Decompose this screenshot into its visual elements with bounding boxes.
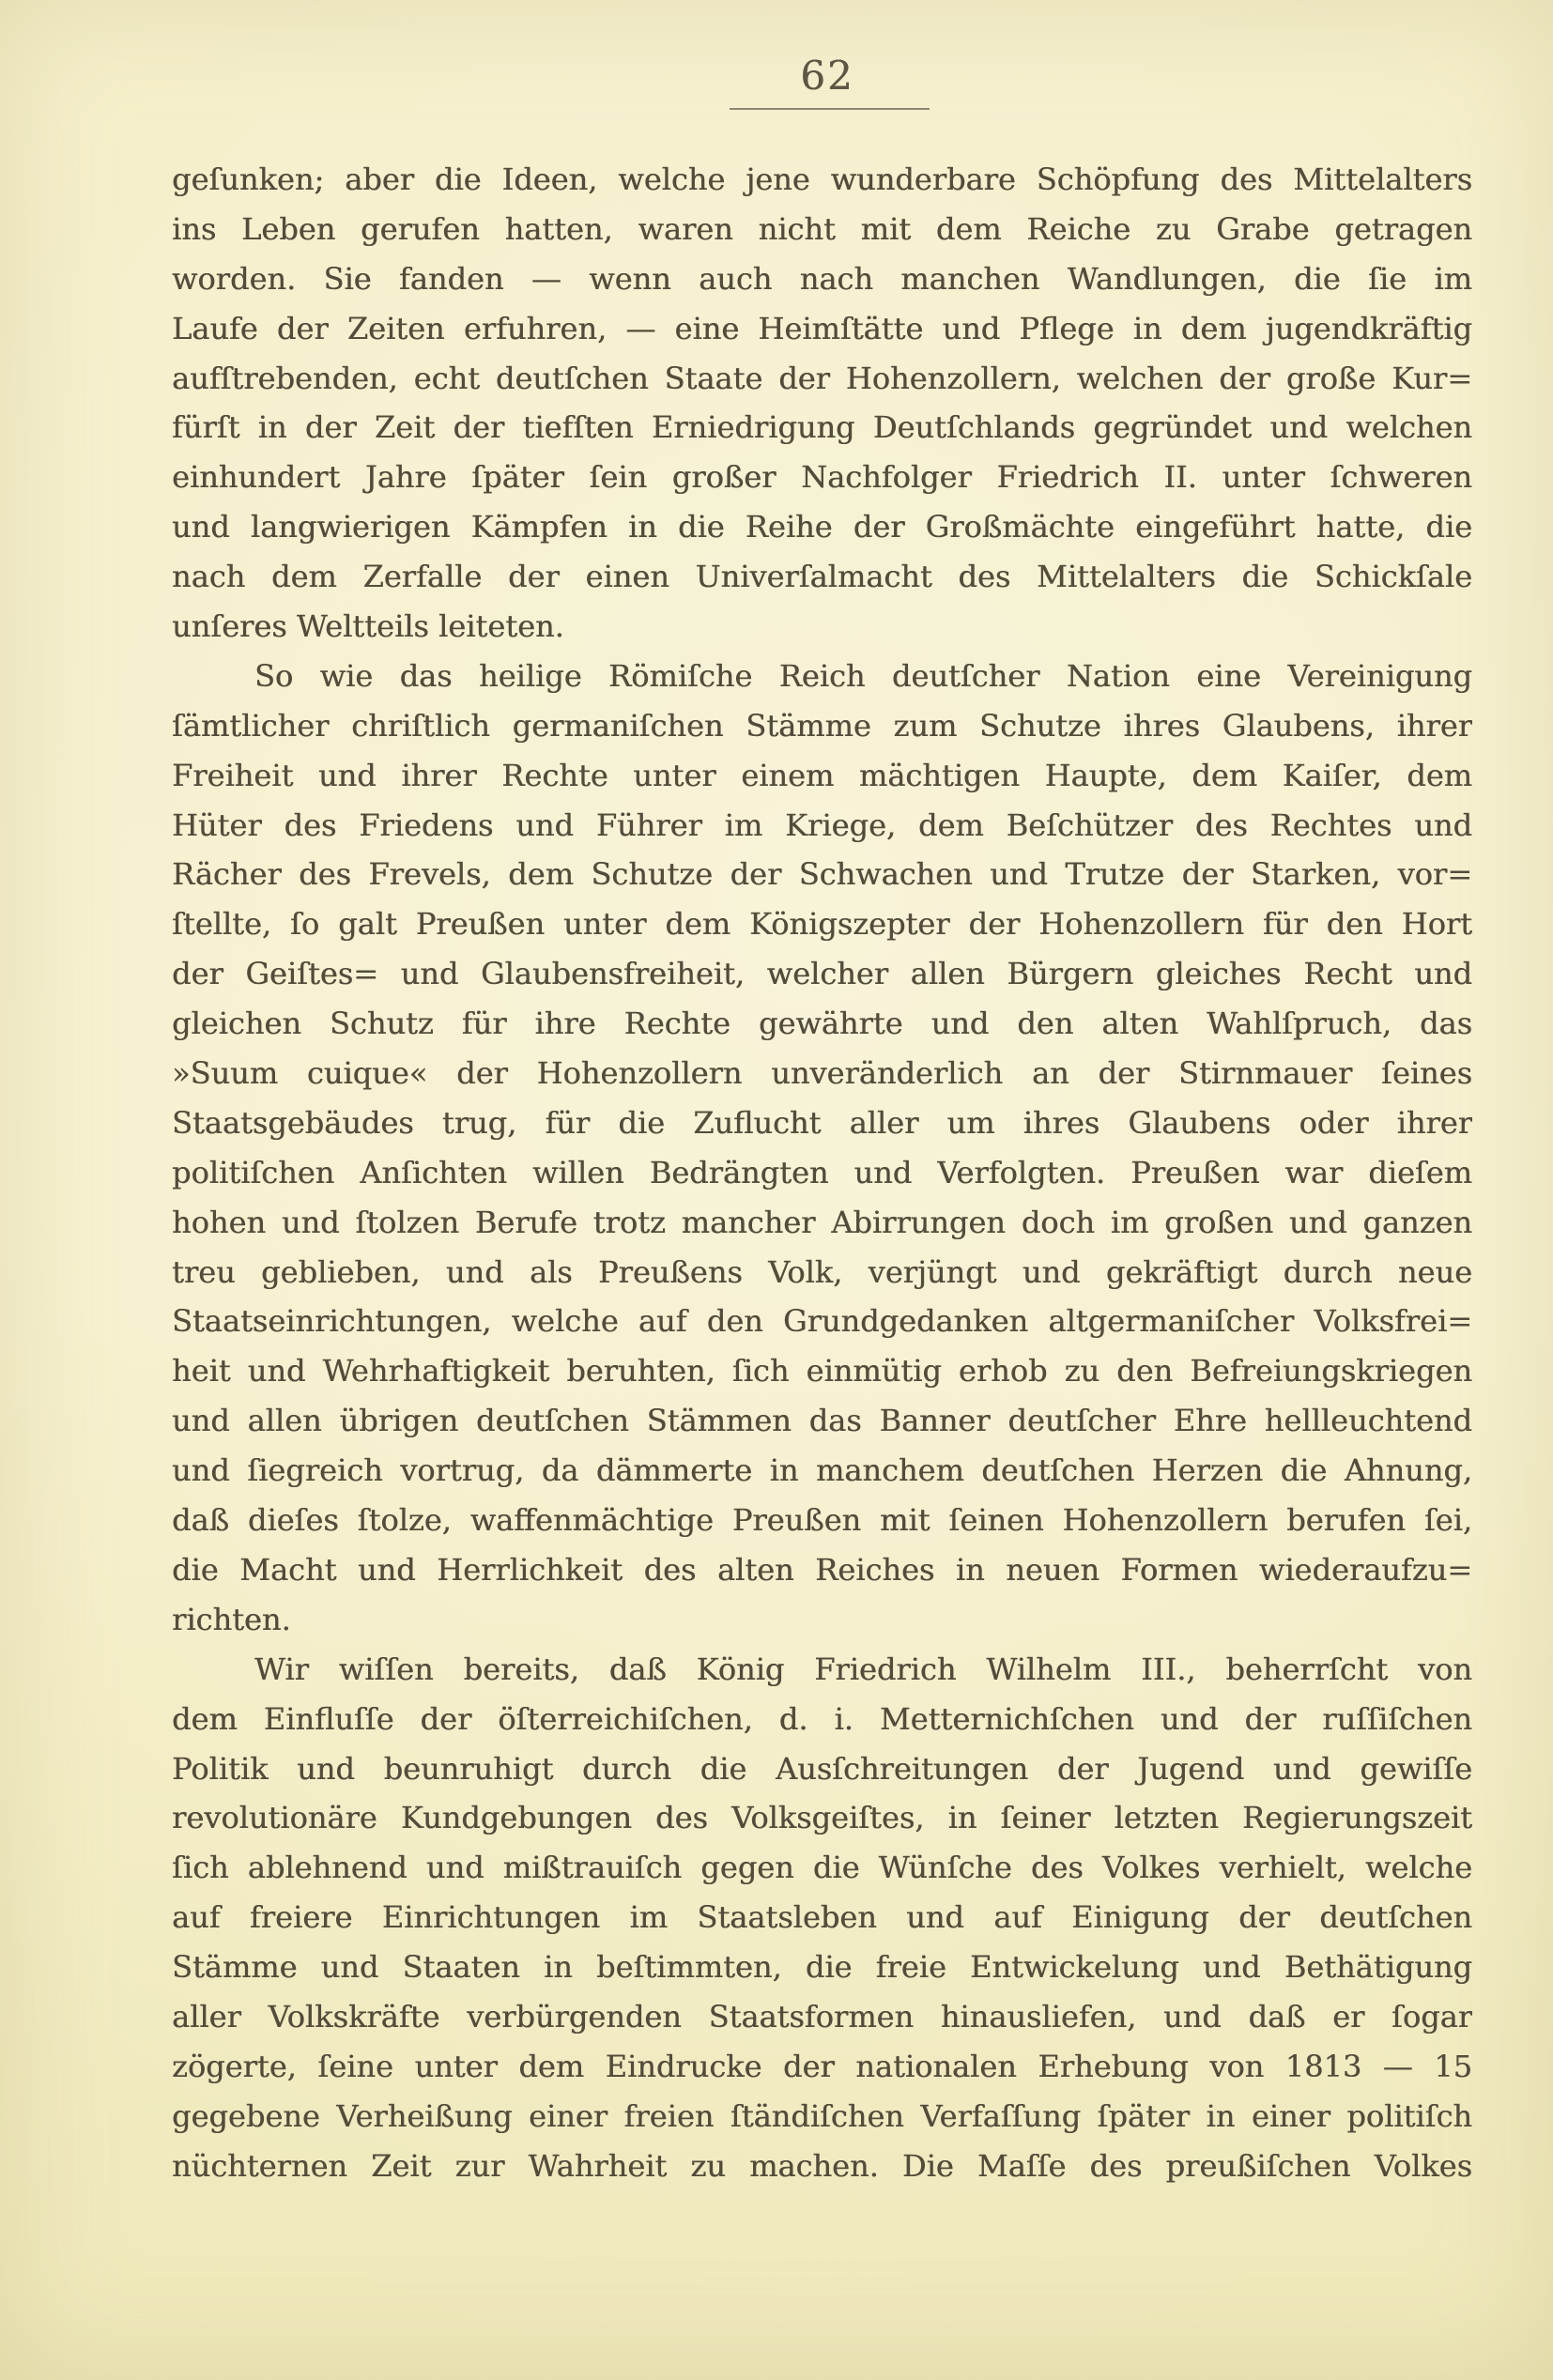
page-number-rule (730, 108, 930, 110)
text-line: daß dieſes ſtolze, waffenmächtige Preußen mit ſeinen Hohenzollern berufen ſei, (172, 1502, 1472, 1539)
text-line: Staatsgebäudes trug, für die Zuflucht aller um ihres Glaubens oder ihrer (172, 1104, 1472, 1141)
text-line: dem Einfluſſe der öſterreichiſchen, d. i. Metternichſchen und der ruſſiſchen (172, 1700, 1472, 1737)
text-line: nach dem Zerfalle der einen Univerſalmacht des Mittelalters die Schickſale (172, 559, 1472, 595)
text-line: ſtellte, ſo galt Preußen unter dem Königszepter der Hohenzollern für den Hort (172, 906, 1472, 943)
text-line: »Suum cuique« der Hohenzollern unveränderlich an der Stirnmauer ſeines (172, 1055, 1472, 1092)
text-line: unſeres Weltteils leiteten. (172, 608, 564, 645)
text-line: der Geiſtes= und Glaubensfreiheit, welcher allen Bürgern gleiches Recht und (172, 956, 1472, 992)
text-line: Staatseinrichtungen, welche auf den Grundgedanken altgermaniſcher Volksfrei= (172, 1303, 1472, 1340)
text-line: Wir wiſſen bereits, daß König Friedrich Wilhelm III., beherrſcht von (254, 1651, 1472, 1687)
text-line: ſich ablehnend und mißtrauiſch gegen die Wünſche des Volkes verhielt, welche (172, 1850, 1472, 1886)
page-number: 62 (800, 53, 854, 99)
text-line: gleichen Schutz für ihre Rechte gewährte und den alten Wahlſpruch, das (172, 1006, 1472, 1042)
text-line: treu geblieben, und als Preußens Volk, verjüngt und gekräftigt durch neue (172, 1253, 1472, 1290)
text-line: richten. (172, 1601, 291, 1637)
text-line: fürſt in der Zeit der tiefſten Erniedrigung Deutſchlands gegründet und welchen (172, 409, 1472, 446)
text-line: und ſiegreich vortrug, da dämmerte in manchem deutſchen Herzen die Ahnung, (172, 1452, 1472, 1489)
text-line: ins Leben gerufen hatten, waren nicht mit dem Reiche zu Grabe getragen (172, 210, 1472, 247)
text-line: politiſchen Anſichten willen Bedrängten und Verfolgten. Preußen war dieſem (172, 1154, 1472, 1190)
text-line: zögerte, ſeine unter dem Eindrucke der nationalen Erhebung von 1813 — 15 (172, 2048, 1472, 2084)
text-line: So wie das heilige Römiſche Reich deutſcher Nation eine Vereinigung (254, 657, 1472, 694)
text-line: Politik und beunruhigt durch die Ausſchreitungen der Jugend und gewiſſe (172, 1750, 1472, 1787)
text-line: gegebene Verheißung einer freien ſtändiſchen Verfaſſung ſpäter in einer politiſch (172, 2097, 1472, 2134)
text-line: worden. Sie fanden — wenn auch nach manchen Wandlungen, die ſie im (172, 260, 1472, 297)
text-line: hohen und ſtolzen Berufe trotz mancher Abirrungen doch im großen und ganzen (172, 1204, 1472, 1240)
text-line: Hüter des Friedens und Führer im Kriege, dem Beſchützer des Rechtes und (172, 806, 1472, 843)
text-line: Laufe der Zeiten erfuhren, — eine Heimſtätte und Pflege in dem jugendkräftig (172, 310, 1472, 346)
text-line: Stämme und Staaten in beſtimmten, die freie Entwickelung und Bethätigung (172, 1949, 1472, 1986)
text-line: nüchternen Zeit zur Wahrheit zu machen. Die Maſſe des preußiſchen Volkes (172, 2147, 1472, 2184)
text-line: Freiheit und ihrer Rechte unter einem mächtigen Haupte, dem Kaiſer, dem (172, 757, 1472, 793)
text-line: auf freiere Einrichtungen im Staatsleben und auf Einigung der deutſchen (172, 1899, 1472, 1936)
text-line: aller Volkskräfte verbürgenden Staatsformen hinausliefen, und daß er ſogar (172, 1998, 1472, 2035)
text-line: die Macht und Herrlichkeit des alten Reiches in neuen Formen wiederaufzu= (172, 1551, 1472, 1588)
body-text (172, 155, 1472, 2191)
text-line: und allen übrigen deutſchen Stämmen das Banner deutſcher Ehre hellleuchtend (172, 1403, 1472, 1439)
text-line: heit und Wehrhaftigkeit beruhten, ſich einmütig erhob zu den Befreiungskriegen (172, 1353, 1472, 1390)
text-line: geſunken; aber die Ideen, welche jene wunderbare Schöpfung des Mittelalters (172, 161, 1472, 197)
text-line: einhundert Jahre ſpäter ſein großer Nachfolger Friedrich II. unter ſchweren (172, 459, 1472, 496)
text-line: ſämtlicher chriſtlich germaniſchen Stämme zum Schutze ihres Glaubens, ihrer (172, 707, 1472, 744)
text-line: Rächer des Frevels, dem Schutze der Schwachen und Trutze der Starken, vor= (172, 856, 1472, 893)
text-line: revolutionäre Kundgebungen des Volksgeiſtes, in ſeiner letzten Regierungszeit (172, 1800, 1472, 1836)
text-line: aufſtrebenden, echt deutſchen Staate der Hohenzollern, welchen der große Kur= (172, 360, 1472, 396)
text-line: und langwierigen Kämpfen in die Reihe der Großmächte eingeführt hatte, die (172, 509, 1472, 545)
